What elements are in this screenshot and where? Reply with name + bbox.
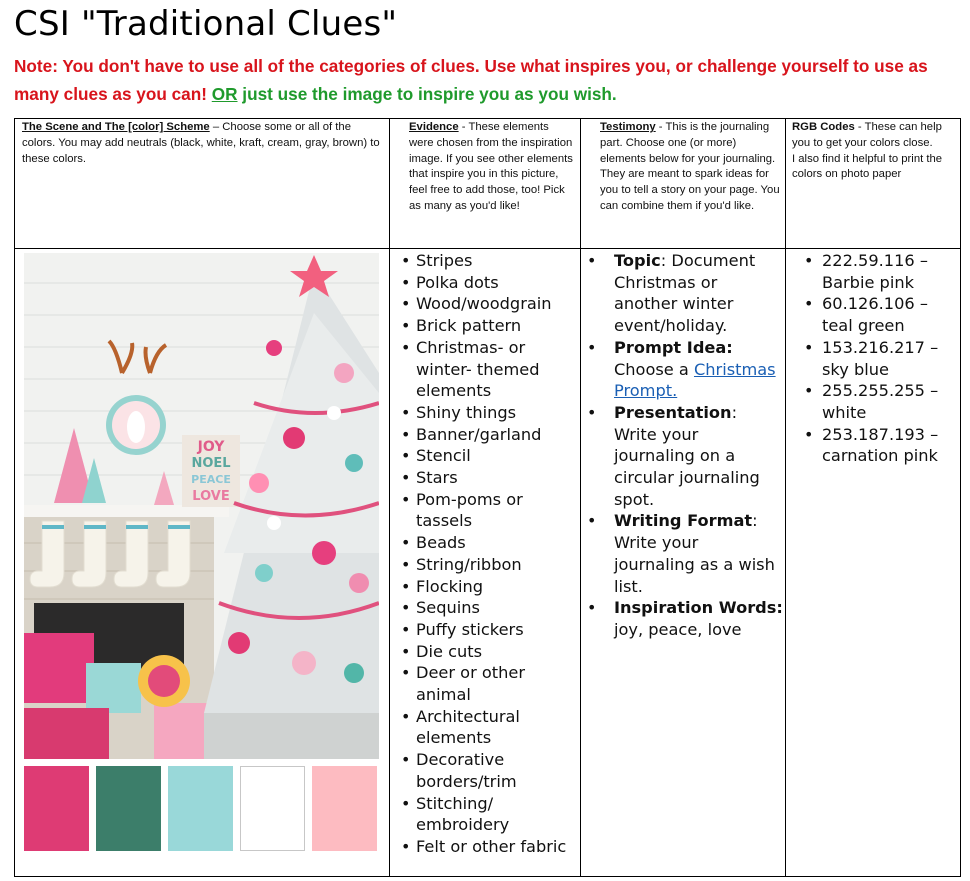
rgb-code-item: • 153.216.217 – sky blue (800, 337, 960, 380)
header-testimony (600, 120, 780, 246)
evidence-item: • Beads (401, 532, 579, 554)
rgb-code-item: • 60.126.106 – teal green (800, 293, 960, 336)
header-testimony-text: - This is the journaling part. Choose one (or more) elements below for your journaling. They are meant to spark ideas for you to tell a story on your page. You can combine them if you'd like. (600, 121, 780, 212)
testimony-item-writing-format: • Writing Format: Write your journaling as a wish list. (584, 510, 784, 597)
evidence-item: • Shiny things (401, 402, 579, 424)
evidence-item: • Pom-poms or tassels (401, 489, 579, 532)
evidence-item: • Deer or other animal (401, 662, 579, 705)
christmas-tree-scene-illustration (24, 253, 379, 759)
svg-text:LOVE: LOVE (192, 489, 230, 504)
evidence-item: • Banner/garland (401, 424, 579, 446)
note-part2: just use the image to inspire you as you wish. (237, 84, 617, 104)
table-right-border (960, 118, 961, 877)
evidence-item: • Flocking (401, 576, 579, 598)
evidence-item: • Stencil (401, 445, 579, 467)
color-swatch-white (240, 766, 305, 851)
header-evidence-text: - These elements were chosen from the inspiration image. If you see other elements that inspire you in this picture, feel free to add those, too! Pick as many as you'd like! (409, 121, 573, 212)
evidence-item: • String/ribbon (401, 554, 579, 576)
testimony-item-prompt: • Prompt Idea: Choose a Christmas Prompt. (584, 337, 784, 402)
testimony-item-topic: • Topic: Document Christmas or another winter event/holiday. (584, 250, 784, 337)
header-testimony-title: Testimony (600, 121, 656, 133)
evidence-item: • Christmas- or winter- themed elements (401, 337, 579, 402)
page-title: CSI "Traditional Clues" (14, 4, 398, 44)
evidence-item: • Architectural elements (401, 706, 579, 749)
color-swatch-teal-green (96, 766, 161, 851)
header-rgb-title: RGB Codes (792, 121, 855, 133)
header-rgb-text: - These can help you to get your colors close. (792, 121, 942, 149)
header-evidence (409, 120, 575, 246)
svg-text:PEACE: PEACE (191, 473, 231, 486)
table-col-divider-2 (580, 118, 581, 877)
table-bottom-border (14, 876, 960, 877)
evidence-item: • Wood/woodgrain (401, 293, 579, 315)
svg-text:NOEL: NOEL (191, 456, 231, 471)
testimony-item-inspiration-words: • Inspiration Words: joy, peace, love (584, 597, 784, 640)
table-top-border (14, 118, 960, 119)
christmas-prompt-link[interactable]: Christmas Prompt. (614, 359, 776, 401)
inspiration-photo (24, 253, 379, 759)
evidence-item: • Die cuts (401, 641, 579, 663)
evidence-item: • Stitching/ embroidery (401, 793, 579, 836)
evidence-list (401, 250, 579, 858)
note-or-link[interactable]: OR (211, 84, 238, 104)
table-col-divider-1 (389, 118, 390, 877)
color-swatch-carnation-pink (312, 766, 377, 851)
rgb-code-item: • 253.187.193 – carnation pink (800, 424, 960, 467)
evidence-item: • Polka dots (401, 272, 579, 294)
svg-text:JOY: JOY (197, 439, 225, 455)
header-evidence-title: Evidence (409, 121, 459, 133)
evidence-item: • Decorative borders/trim (401, 749, 579, 792)
table-left-border (14, 118, 15, 877)
testimony-list (584, 250, 784, 641)
rgb-code-item: • 255.255.255 – white (800, 380, 960, 423)
evidence-item: • Stars (401, 467, 579, 489)
evidence-item: • Stripes (401, 250, 579, 272)
header-rgb (792, 120, 954, 246)
header-scene (22, 120, 384, 246)
rgb-codes-list (800, 250, 960, 467)
evidence-item: • Puffy stickers (401, 619, 579, 641)
table-col-divider-3 (785, 118, 786, 877)
table-header-divider (14, 248, 960, 249)
note-text (14, 52, 959, 108)
header-rgb-text2: I also find it helpful to print the colors on photo paper (792, 152, 943, 181)
evidence-item: • Brick pattern (401, 315, 579, 337)
testimony-item-presentation: • Presentation: Write your journaling on a circular journaling spot. (584, 402, 784, 511)
header-scene-text: – Choose some or all of the colors. You may add neutrals (black, white, kraft, cream, gray, brown) to these colors. (22, 121, 380, 165)
evidence-item: • Sequins (401, 597, 579, 619)
rgb-code-item: • 222.59.116 – Barbie pink (800, 250, 960, 293)
color-swatch-sky-blue (168, 766, 233, 851)
color-swatch-barbie-pink (24, 766, 89, 851)
note-part1: Note: You don't have to use all of the categories of clues. Use what inspires you, or challenge yourself to use as many clues as you can! (14, 56, 928, 104)
header-scene-title: The Scene and The [color] Scheme (22, 121, 210, 133)
evidence-item: • Felt or other fabric (401, 836, 579, 858)
